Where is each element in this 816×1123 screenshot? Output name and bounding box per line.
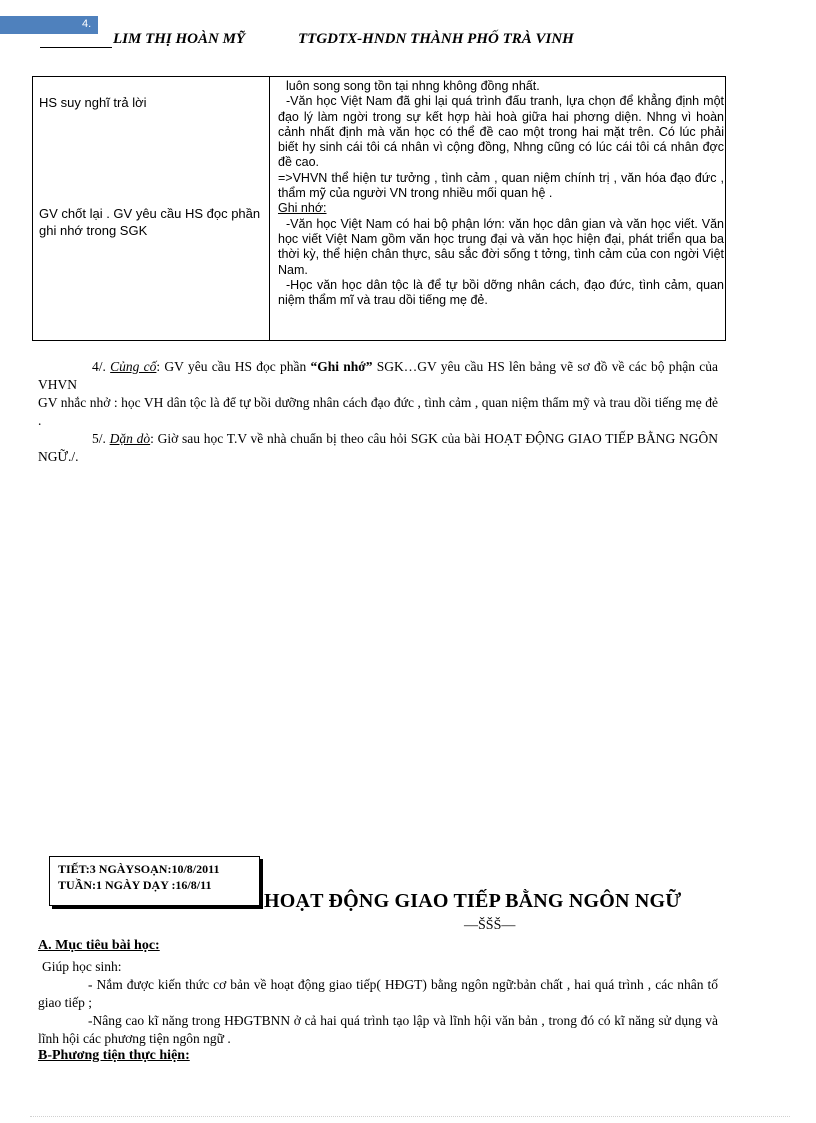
- page-number: 4.: [82, 18, 92, 30]
- lesson-title: HOẠT ĐỘNG GIAO TIẾP BẰNG NGÔN NGỮ: [264, 890, 682, 912]
- lesson-table: [32, 76, 726, 341]
- cung-co-text-a: : GV yêu cầu HS đọc phần: [156, 359, 311, 374]
- lesson-info-box: [49, 856, 260, 906]
- page-number-tab: [0, 16, 98, 34]
- content-p5: -Học văn học dân tộc là để tự bồi dỡng nhân cách, đạo đức, tình cảm, quan niệm thẩm mĩ và trau dồi tiếng mẹ đẻ.: [278, 277, 724, 308]
- teacher-conclusion-text: GV chốt lại . GV yêu cầu HS đọc phần ghi nhớ trong SGK: [39, 206, 261, 238]
- header-center: TTGDTX-HNDN THÀNH PHỐ TRÀ VINH: [298, 31, 574, 47]
- dan-do-text: : Giờ sau học T.V về nhà chuẩn bị theo câu hỏi SGK của bài HOẠT ĐỘNG GIAO TIẾP BẰNG NGÔN NGỮ./.: [38, 431, 719, 464]
- cung-co-text-b: SGK…GV yêu cầu HS lên bảng vẽ sơ đồ về các bộ phận của VHVN: [38, 359, 718, 392]
- content-text: [278, 79, 724, 308]
- content-p4: -Văn học Việt Nam có hai bộ phận lớn: văn học dân gian và văn học viết. Văn học viết Việt Nam gồm văn học trung đại và văn học hiện đại, phát triển qua ba thời kỳ, thể hiện chân thực, sâu sắc đời sống t tởng, tình cảm của con ngời Việt Nam.: [278, 216, 724, 277]
- section-a-body: [38, 958, 718, 1048]
- cung-co-number: 4/.: [92, 359, 106, 374]
- section-a-intro: Giúp học sinh:: [42, 959, 122, 974]
- cung-co-paragraph: [38, 358, 718, 394]
- dan-do-label: Dặn dò: [109, 431, 151, 446]
- section-a-item-2: -Nâng cao kĩ năng trong HĐGTBNN ở cả hai quá trình tạo lập và lĩnh hội văn bản , trong đó có kĩ năng sử dụng và lĩnh hội các phương tiện ngôn ngữ .: [38, 1013, 718, 1046]
- lesson-period-line: TIẾT:3 NGÀYSOẠN:10/8/2011: [58, 862, 220, 876]
- content-p2: -Văn học Việt Nam đã ghi lại quá trình đấu tranh, lựa chọn để khẳng định một đạo lý làm ngời trong sự kết hợp hài hoà giữa hai phơng diện. Nhng vì hoàn cảnh nhất định mà văn học có thể đề cao một trong hai mặt trên. Có lúc phải biết hy sinh cái tôi cá nhân vì cộng đồng, Nhng cũng có lúc cái tôi cá nhân đợc đề cao.: [278, 94, 724, 170]
- content-p1: luôn song song tồn tại nhng không đồng nhất.: [286, 79, 540, 93]
- lesson-week-line: TUẦN:1 NGÀY DẠY :16/8/11: [58, 878, 212, 892]
- content-p3: =>VHVN thể hiện tư tưởng , tình cảm , quan niệm chính trị , văn hóa đạo đức , thẩm mỹ của người VN trong nhiều mối quan hệ .: [278, 170, 724, 201]
- note-label: Ghi nhớ:: [278, 201, 327, 216]
- footer-divider: [30, 1116, 790, 1117]
- student-activity-text: HS suy nghĩ trả lời: [39, 95, 147, 110]
- closing-section: [38, 358, 718, 466]
- header-author: LIM THỊ HOÀN MỸ: [113, 31, 246, 47]
- section-a-heading: A. Mục tiêu bài học:: [38, 938, 160, 953]
- cung-co-bold: “Ghi nhớ”: [310, 359, 373, 374]
- section-a-item-1: - Nắm được kiến thức cơ bản về hoạt động giao tiếp( HĐGT) bằng ngôn ngữ:bản chất , hai quá trình , các nhân tố giao tiếp ;: [38, 977, 718, 1010]
- dan-do-paragraph: [38, 430, 718, 466]
- nhac-nho-paragraph: GV nhắc nhở : học VH dân tộc là để tự bồi dưỡng nhân cách đạo đức , tình cảm , quan niệm thẩm mỹ và trau dồi tiếng mẹ đẻ .: [38, 395, 718, 428]
- section-b-heading: B-Phương tiện thực hiện:: [38, 1048, 190, 1063]
- content-cell: [270, 77, 726, 341]
- header-rule: [40, 47, 112, 48]
- dan-do-number: 5/.: [92, 431, 106, 446]
- title-ornament: —ŠŠŠ—: [464, 918, 516, 933]
- teacher-activity-cell: [33, 77, 270, 341]
- cung-co-label: Củng cố: [110, 359, 157, 374]
